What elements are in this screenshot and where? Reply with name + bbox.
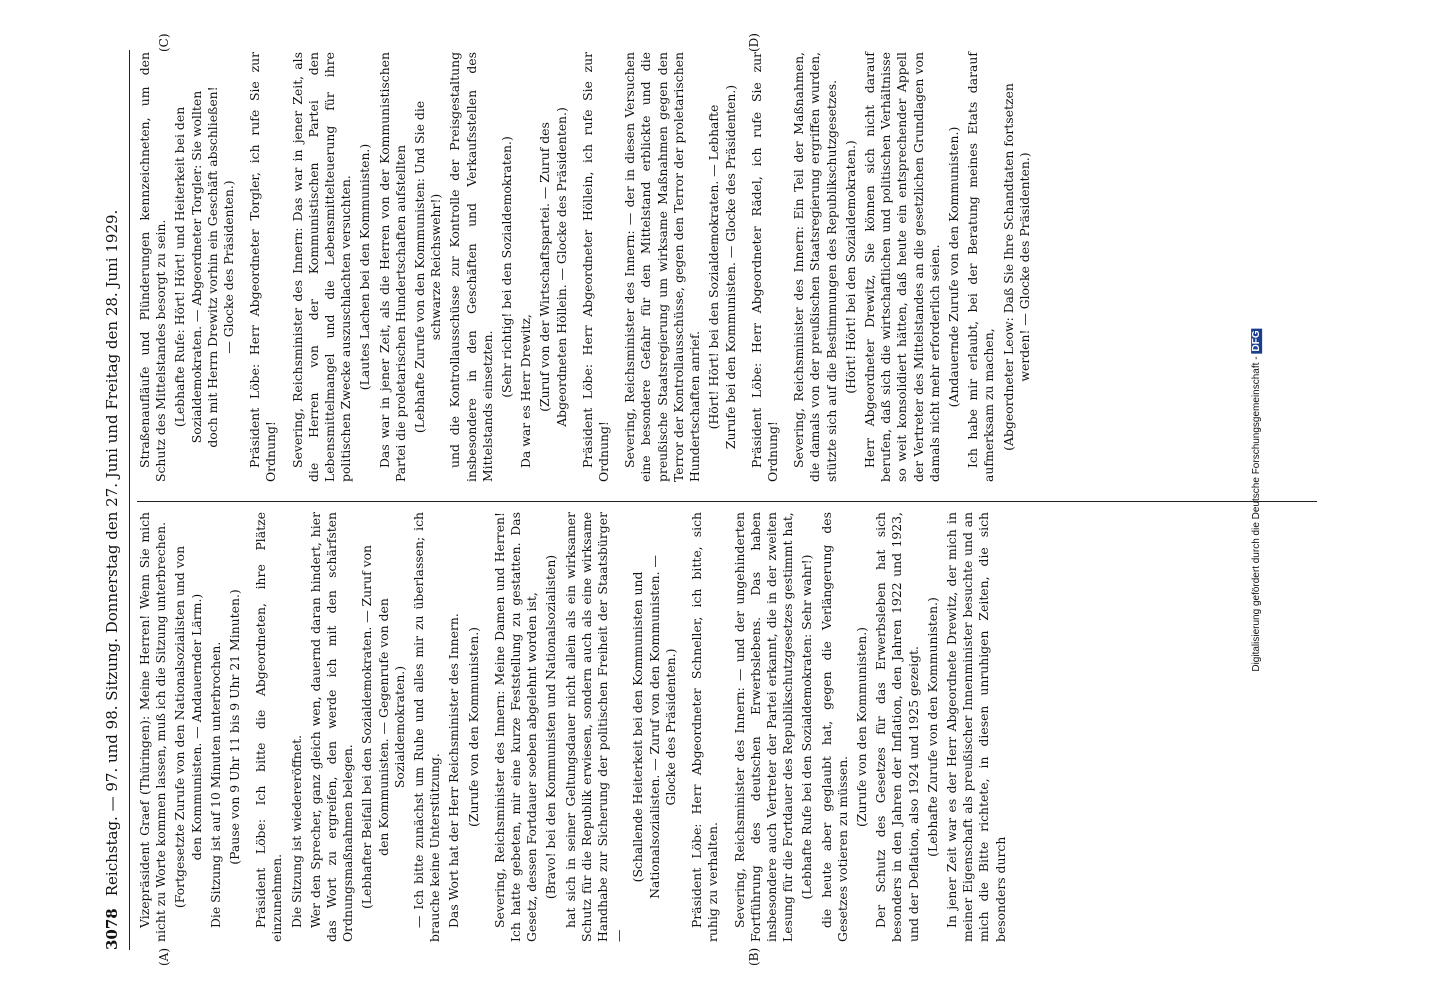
paragraph: Ich habe mir erlaubt, bei der Beratung meines Etats darauf aufmerksam zu machen, bbox=[965, 52, 997, 482]
paragraph: hat sich in seiner Geltungsdauer nicht allein als ein wirksamer Schutz für die Republik erwiesen, sondern auch als eine wirksame Handhabe zur Sicherung der politischen Freiheit der Staatsbürger — bbox=[562, 512, 627, 942]
paragraph: Das Wort hat der Herr Reichsminister des Innern. bbox=[446, 613, 462, 928]
page-number: 3078 bbox=[103, 908, 121, 950]
interjection: (Abgeordneter Leow: Daß Sie Ihre Schandtaten fortsetzen werden! — Glocke des Präsidenten.) bbox=[1000, 83, 1032, 451]
interjection: (Fortgesetzte Zurufe von den Nationalsozialisten und von den Kommunisten. — Andauernder Lärm.) bbox=[172, 545, 204, 909]
rotated-page bbox=[87, 30, 1347, 970]
paragraph: Straßenaufläufe und Plünderungen kennzeichneten, um den Schutz des Mittelstandes besorgt zu sein. bbox=[137, 52, 169, 482]
right-column bbox=[137, 52, 1036, 482]
dfg-logo: DFG bbox=[1250, 330, 1262, 352]
digitization-credit bbox=[1251, 328, 1262, 671]
paragraph: Präsident Löbe: Herr Abgeordneter Schneller, ich bitte, sich ruhig zu verhalten. bbox=[689, 512, 721, 942]
paragraph: — Ich bitte zunächst um Ruhe und alles mir zu überlassen; ich brauche keine Unterstützung. bbox=[411, 512, 443, 942]
paragraph: Severing, Reichsminister des Innern: — und der ungehinderten Fortführung des deutschen Erwerbslebens. Das haben insbesondere auch Vertreter der Partei erkannt, die in der zweiten Lesung für die Fortdauer des Republikschutzgesetzes gestimmt hat, bbox=[731, 512, 796, 942]
paragraph: Vizepräsident Graef (Thüringen): Meine Herren! Wenn Sie mich nicht zu Worte kommen lassen, muß ich die Sitzung unterbrechen. bbox=[137, 512, 169, 942]
interjection: (Zurufe von den Kommunisten.) bbox=[465, 627, 481, 827]
paragraph: Da war es Herr Drewitz, bbox=[518, 314, 534, 468]
paragraph: Präsident Löbe: Herr Abgeordneter Torgler, ich rufe Sie zur Ordnung! bbox=[247, 52, 279, 482]
paragraph: Severing, Reichsminister des Innern: Ein Teil der Maßnahmen, die damals von der preußischen Staatsregierung ergriffen wurden, stützte sich auf die Bestimmungen des Republikschutzgesetzes. bbox=[791, 52, 839, 482]
credit-text: Digitalisierung gefördert durch die Deutsche Forschungsgemeinschaft - bbox=[1250, 356, 1262, 672]
paragraph: Wer den Sprecher, ganz gleich wen, dauernd daran hindert, hier das Wort zu ergreifen, den werde ich mit den schärfsten Ordnungsmaßnahmen belegen. bbox=[307, 512, 356, 942]
paragraph: Die Sitzung ist auf 10 Minuten unterbrochen. bbox=[207, 641, 223, 928]
margin-mark-b: (B) bbox=[747, 947, 761, 966]
interjection: (Lebhafte Zurufe von den Kommunisten.) bbox=[924, 597, 940, 857]
paragraph: die heute aber geglaubt hat, gegen die Verlängerung des Gesetzes votieren zu müssen. bbox=[818, 512, 850, 942]
left-column bbox=[137, 512, 1012, 942]
paragraph: Das war in jener Zeit, als die Herren von der Kommunistischen Partei die proletarischen Hundertschaften aufstellten bbox=[376, 52, 408, 482]
margin-mark-a: (A) bbox=[157, 947, 171, 966]
interjection: (Sehr richtig! bei den Sozialdemokraten.) bbox=[499, 136, 515, 398]
paragraph: Herr Abgeordneter Drewitz, Sie können sich nicht darauf berufen, daß sich die wirtschaftlichen und politischen Verhältnisse so weit konsolidiert hätten, daß heute ein entsprechender Appell der Vertreter des Mittelstandes an die gesetzlichen Grundlagen von damals nicht mehr erforderlich seien. bbox=[861, 52, 942, 482]
interjection: (Bravo! bei den Kommunisten und Nationalsozialisten) bbox=[543, 554, 559, 900]
interjection: (Andauernde Zurufe von den Kommunisten.) bbox=[945, 126, 961, 408]
paragraph: und die Kontrollausschüsse zur Kontrolle der Preisgestaltung insbesondere in den Geschäften und Verkaufsstellen des Mittelstands einsetzten. bbox=[447, 52, 495, 482]
interjection: (Lebhafter Beifall bei den Sozialdemokraten. — Zuruf von den Kommunisten. — Gegenrufe von den Sozialdemokraten.) bbox=[359, 544, 407, 910]
interjection: (Lebhafte Rufe bei den Sozialdemokraten: Sehr wahr!) bbox=[799, 554, 815, 900]
interjection: (Lebhafte Zurufe von den Kommunisten: Und Sie die schwarze Reichswehr!) bbox=[412, 100, 444, 434]
interjection: (Lautes Lachen bei den Kommunisten.) bbox=[357, 143, 373, 391]
margin-mark-d: (D) bbox=[747, 33, 761, 52]
interjection: (Zurufe von den Kommunisten.) bbox=[853, 627, 869, 827]
margin-mark-c: (C) bbox=[157, 33, 171, 52]
paragraph: Präsident Löbe: Ich bitte die Abgeordneten, ihre Plätze einzunehmen. bbox=[253, 512, 285, 942]
paragraph: Präsident Löbe: Herr Abgeordneter Höllein, ich rufe Sie zur Ordnung! bbox=[579, 52, 612, 482]
page-header bbox=[97, 50, 127, 950]
paragraph: In jener Zeit war es der Herr Abgeordnete Drewitz, der mich in meiner Eigenschaft als preußischer Innenminister besuchte und an mich die Bitte richtete, in diesen unruhigen Zeiten, die sich besonders durch bbox=[943, 512, 1008, 942]
paragraph: Severing, Reichsminister des Innern: — der in diesen Versuchen eine besondere Gefahr für den Mittelstand erblickte und die preußische Staatsregierung um wirksame Maßnahmen gegen den Terror der Kontrollausschüsse, gegen den Terror der proletarischen Hundertschaften anrief. bbox=[622, 52, 703, 482]
header-rule bbox=[129, 50, 130, 950]
paragraph: Die Sitzung ist wiedereröffnet. bbox=[288, 734, 304, 928]
interjection: (Schallende Heiterkeit bei den Kommunisten und Nationalsozialisten. — Zuruf von den Kommunisten. — Glocke des Präsidenten.) bbox=[630, 555, 678, 899]
column-divider bbox=[137, 501, 1317, 502]
paragraph: Severing, Reichsminister des Innern: Meine Damen und Herren! Ich hatte gebeten, mir eine kurze Feststellung zu gestatten. Das Gesetz, dessen Fortdauer soeben abgelehnt worden ist, bbox=[491, 512, 540, 942]
paragraph: Präsident Löbe: Herr Abgeordneter Rädel, ich rufe Sie zur Ordnung! bbox=[748, 52, 780, 482]
interjection: (Lebhafte Rufe: Hört! Hört! und Heiterkeit bei den Sozialdemokraten. — Abgeordneter Torgler: Sie wollten doch mit Herrn Drewitz vorhin ein Geschäft abschließen! — Glocke des Präsidenten.) bbox=[172, 86, 237, 448]
interjection: (Hört! Hört! bei den Sozialdemokraten. — Lebhafte Zurufe bei den Kommunisten. — Glocke des Präsidenten.) bbox=[706, 84, 738, 450]
interjection: (Pause von 9 Uhr 11 bis 9 Uhr 21 Minuten.) bbox=[227, 589, 243, 865]
paragraph: Der Schutz des Gesetzes für das Erwerbsleben hat sich besonders in den Jahren der Inflation, den Jahren 1922 und 1923, und der Deflation, also 1924 und 1925 gezeigt. bbox=[873, 512, 921, 942]
paragraph: Severing, Reichsminister des Innern: Das war in jener Zeit, als die Herren von der Kommunistischen Partei den Lebensmittelmangel und die Lebensmittelteuerung für ihre politischen Zwecke auszuschlachten versuchten. bbox=[289, 52, 354, 482]
running-title: Reichstag. — 97. und 98. Sitzung. Donnerstag den 27. Juni und Freitag den 28. Juni 1929. bbox=[103, 209, 121, 897]
interjection: (Zuruf von der Wirtschaftspartei. — Zuruf des Abgeordneten Höllein. — Glocke des Präsidenten.) bbox=[537, 107, 569, 427]
interjection: (Hört! Hört! bei den Sozialdemokraten.) bbox=[842, 140, 858, 394]
